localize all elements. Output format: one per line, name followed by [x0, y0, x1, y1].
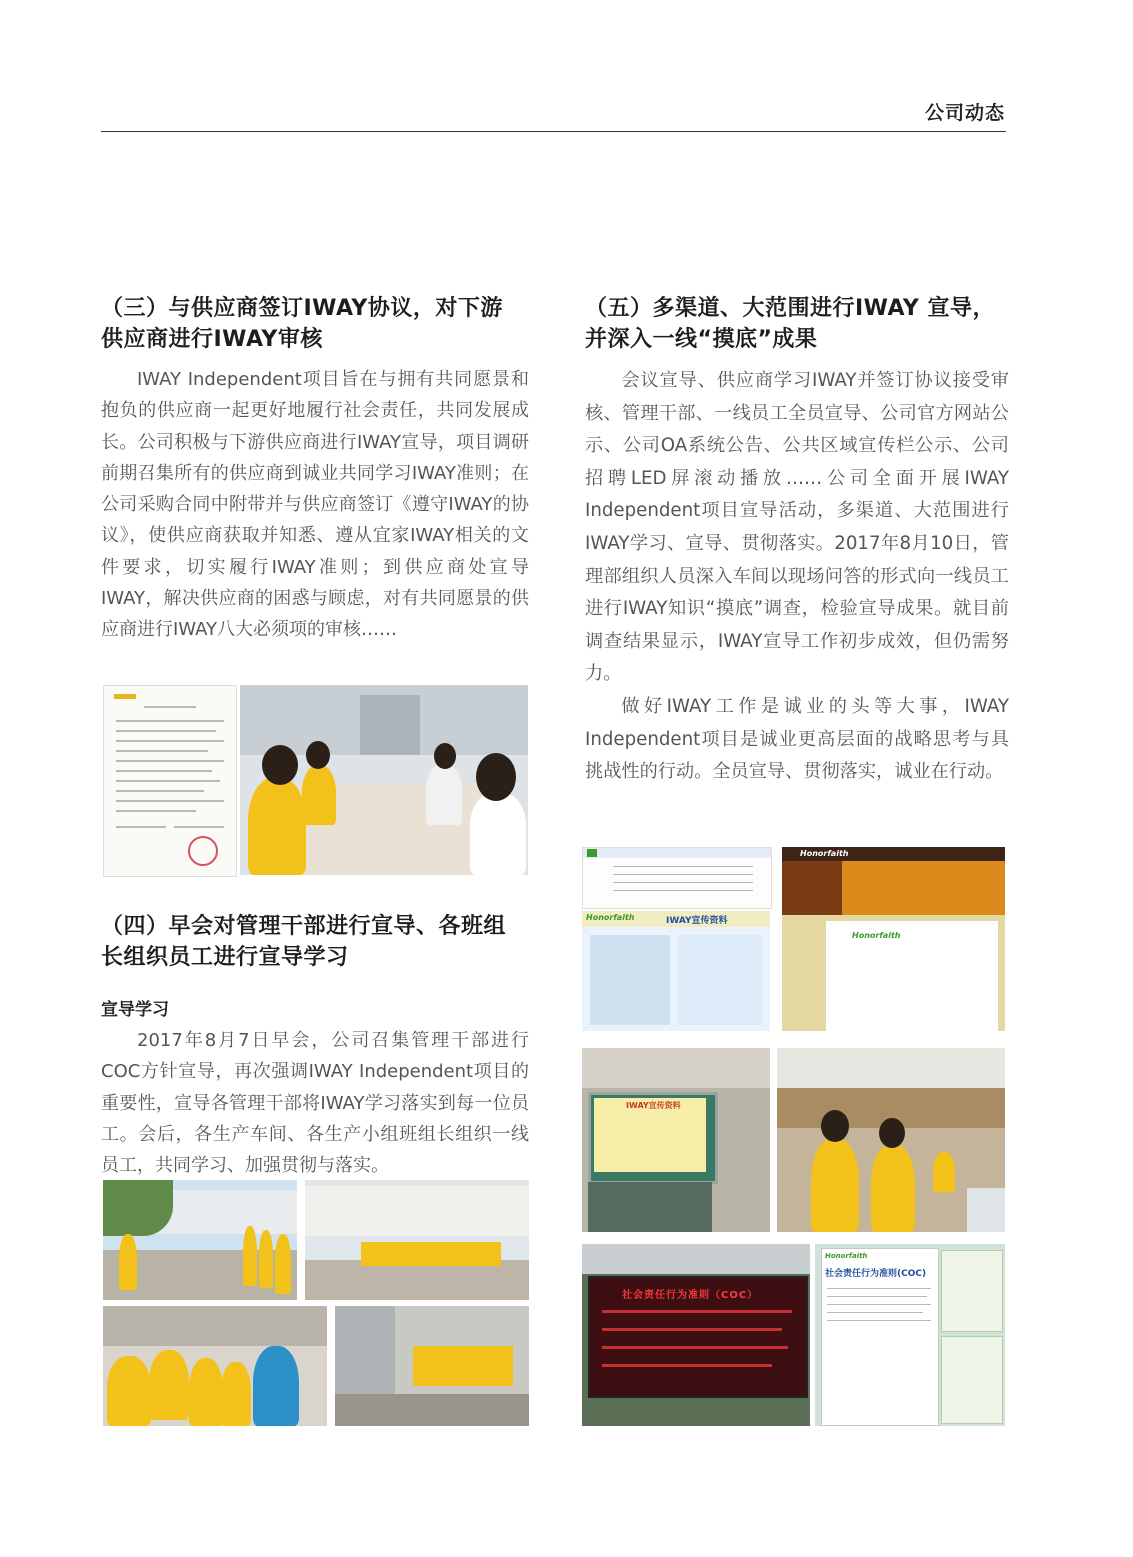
- screenshot-company-website: [582, 847, 772, 909]
- section-4: [101, 911, 529, 1181]
- section-3-title-line2: 供应商进行IWAY审核: [101, 327, 323, 352]
- section-5-body-1: 会议宣导、供应商学习IWAY并签订协议接受审核、管理干部、一线员工全员宣导、公司官方网站公示、公司OA系统公告、公共区域宣传栏公示、公司招聘LED屏滚动播放……公司全面开展IWAY Independent项目宣导活动，多渠道、大范围进行IWAY学习、宣导、贯彻落实。2017年8月10日，管理部组织人员深入车间以现场问答的形式向一线员工进行IWAY知识“摸底”调查，检验宣导成果。就目前调查结果显示，IWAY宣导工作初步成效，但仍需努力。: [585, 370, 1009, 685]
- header-divider: [101, 131, 1006, 132]
- photo-team-study-1: [103, 1306, 327, 1426]
- section-4-title-line2: 长组织员工进行宣导学习: [101, 945, 349, 970]
- section-3: [101, 293, 529, 646]
- photo-coc-poster: [815, 1244, 1005, 1426]
- section-5: [585, 293, 1009, 789]
- photo-supplier-meeting: [240, 685, 528, 875]
- photo-led-screen: [582, 1244, 810, 1426]
- workers-group: [413, 1346, 513, 1386]
- section-header-title: 公司动态: [924, 102, 1005, 124]
- board-heading: IWAY宣传资料: [626, 1101, 681, 1110]
- photo-morning-meeting-2: [305, 1180, 529, 1300]
- section-3-body: IWAY Independent项目旨在与拥有共同愿景和抱负的供应商一起更好地履行社会责任，共同发展成长。公司积极与下游供应商进行IWAY宣导，项目调研前期召集所有的供应商到诚业共同学习IWAY准则；在公司采购合同中附带并与供应商签订《遵守IWAY的协议》，使供应商获取并知悉、遵从宜家IWAY相关的文件要求，切实履行IWAY准则；到供应商处宣导IWAY，解决供应商的困惑与顾虑，对有共同愿景的供应商进行IWAY八大必须项的审核……: [101, 369, 529, 641]
- photo-bulletin-board: [582, 1048, 770, 1232]
- section-3-title-line1: （三）与供应商签订IWAY协议，对下游: [101, 296, 503, 321]
- section-5-body-2: 做好IWAY工作是诚业的头等大事，IWAY Independent项目是诚业更高层面的战略思考与具挑战性的行动。全员宣导、贯彻落实，诚业在行动。: [585, 695, 1009, 783]
- photo-shopfloor-survey: [777, 1048, 1005, 1232]
- brand-logo: Honorfaith: [586, 913, 635, 922]
- section-3-title: [101, 293, 529, 355]
- photo-signed-agreement: [103, 685, 237, 877]
- site-brand: Honorfaith: [800, 849, 849, 858]
- screenshot-iway-promotion: [582, 911, 770, 1031]
- photo-morning-meeting-1: [103, 1180, 297, 1300]
- section-5-title-line1: （五）多渠道、大范围进行IWAY 宣导，: [585, 296, 995, 321]
- poster-brand: Honorfaith: [825, 1252, 868, 1260]
- attendee: [248, 777, 306, 875]
- section-4-title: [101, 911, 529, 973]
- document-logo: [114, 694, 136, 699]
- led-scrolling-text: 社会责任行为准则（COC）: [622, 1290, 759, 1301]
- coc-poster-title: 社会责任行为准则(COC): [825, 1269, 927, 1279]
- section-5-title-line2: 并深入一线“摸底”成果: [585, 327, 818, 352]
- screenshot-honorfaith-site: [782, 847, 1005, 1031]
- section-4-subhead: 宣导学习: [101, 1000, 169, 1020]
- site-card-brand: Honorfaith: [852, 931, 901, 940]
- section-4-title-line1: （四）早会对管理干部进行宣导、各班组: [101, 914, 507, 939]
- staff-row: [361, 1242, 501, 1266]
- photo-team-study-2: [335, 1306, 529, 1426]
- section-5-title: [585, 293, 1009, 355]
- company-seal: [188, 836, 218, 866]
- iway-board-title: IWAY宣传资料: [666, 916, 728, 926]
- section-4-body: 2017年8月7日早会，公司召集管理干部进行COC方针宣导，再次强调IWAY Independent项目的重要性，宣导各管理干部将IWAY学习落实到每一位员工。会后，各生产车间、各生产小组班组长组织一线员工，共同学习、加强贯彻与落实。: [101, 1030, 529, 1177]
